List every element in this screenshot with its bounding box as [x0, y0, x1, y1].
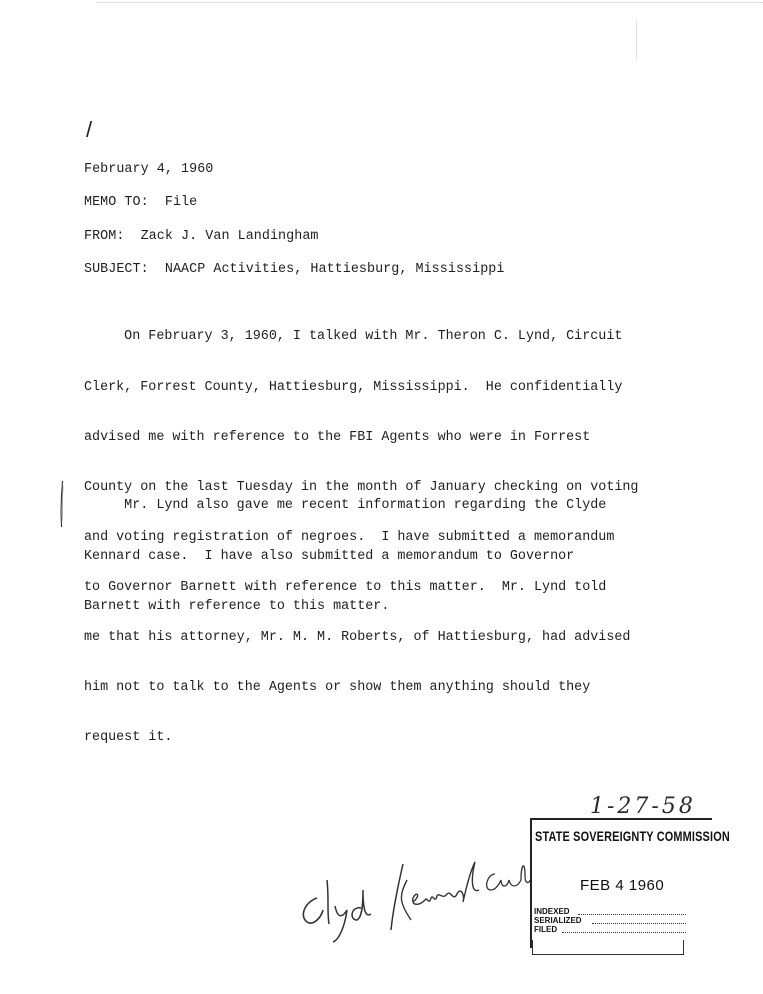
memo-date: February 4, 1960: [84, 162, 214, 177]
paragraph-line: him not to talk to the Agents or show them anything should they: [84, 680, 591, 696]
file-mark: /: [86, 117, 93, 142]
stamp-bottom-box: [532, 940, 684, 955]
paragraph-line: advised me with reference to the FBI Agents who were in Forrest: [84, 429, 591, 445]
paragraph-line: to Governor Barnett with reference to this matter. Mr. Lynd told: [84, 579, 607, 595]
memo-to: MEMO TO: File: [84, 195, 198, 210]
stamp-serialized-label: SERIALIZED: [534, 916, 582, 925]
handwritten-case-note: [295, 850, 530, 945]
paragraph-line: Kennard case. I have also submitted a memorandum to Governor: [84, 548, 575, 564]
memo-from: FROM: Zack J. Van Landingham: [84, 229, 319, 244]
paragraph-line: Mr. Lynd also gave me recent information regarding the Clyde: [84, 498, 607, 514]
margin-line-mark: [60, 460, 64, 548]
stamp-filed-label: FILED: [534, 925, 558, 934]
paragraph-line: County on the last Tuesday in the month of January checking on voting: [84, 479, 639, 495]
paragraph-line: Clerk, Forrest County, Hattiesburg, Mississippi. He confidentially: [84, 379, 623, 395]
paragraph-2: [84, 465, 724, 649]
stamp-indexed-label: INDEXED: [534, 907, 570, 916]
handwritten-file-date: 1-27-58: [590, 794, 696, 819]
memo-subject: SUBJECT: NAACP Activities, Hattiesburg, Mississippi: [84, 262, 505, 277]
stamp-dotted-line: [592, 923, 686, 924]
paragraph-line: me that his attorney, Mr. M. M. Roberts, of Hattiesburg, had advised: [84, 630, 631, 646]
paragraph-line: request it.: [84, 730, 173, 746]
stamp-date: FEB 4 1960: [580, 877, 665, 894]
paragraph-line: Barnett with reference to this matter.: [84, 598, 390, 614]
paragraph-line: and voting registration of negroes. I have submitted a memorandum: [84, 529, 615, 545]
paragraph-line: On February 3, 1960, I talked with Mr. Theron C. Lynd, Circuit: [84, 329, 623, 345]
top-border-dots: [96, 2, 763, 3]
stamp-dotted-line: [562, 932, 686, 933]
stamp-title: STATE SOVEREIGNTY COMMISSION: [535, 828, 730, 844]
stamp-dotted-line: [578, 914, 686, 915]
scan-artifact: [636, 20, 637, 60]
